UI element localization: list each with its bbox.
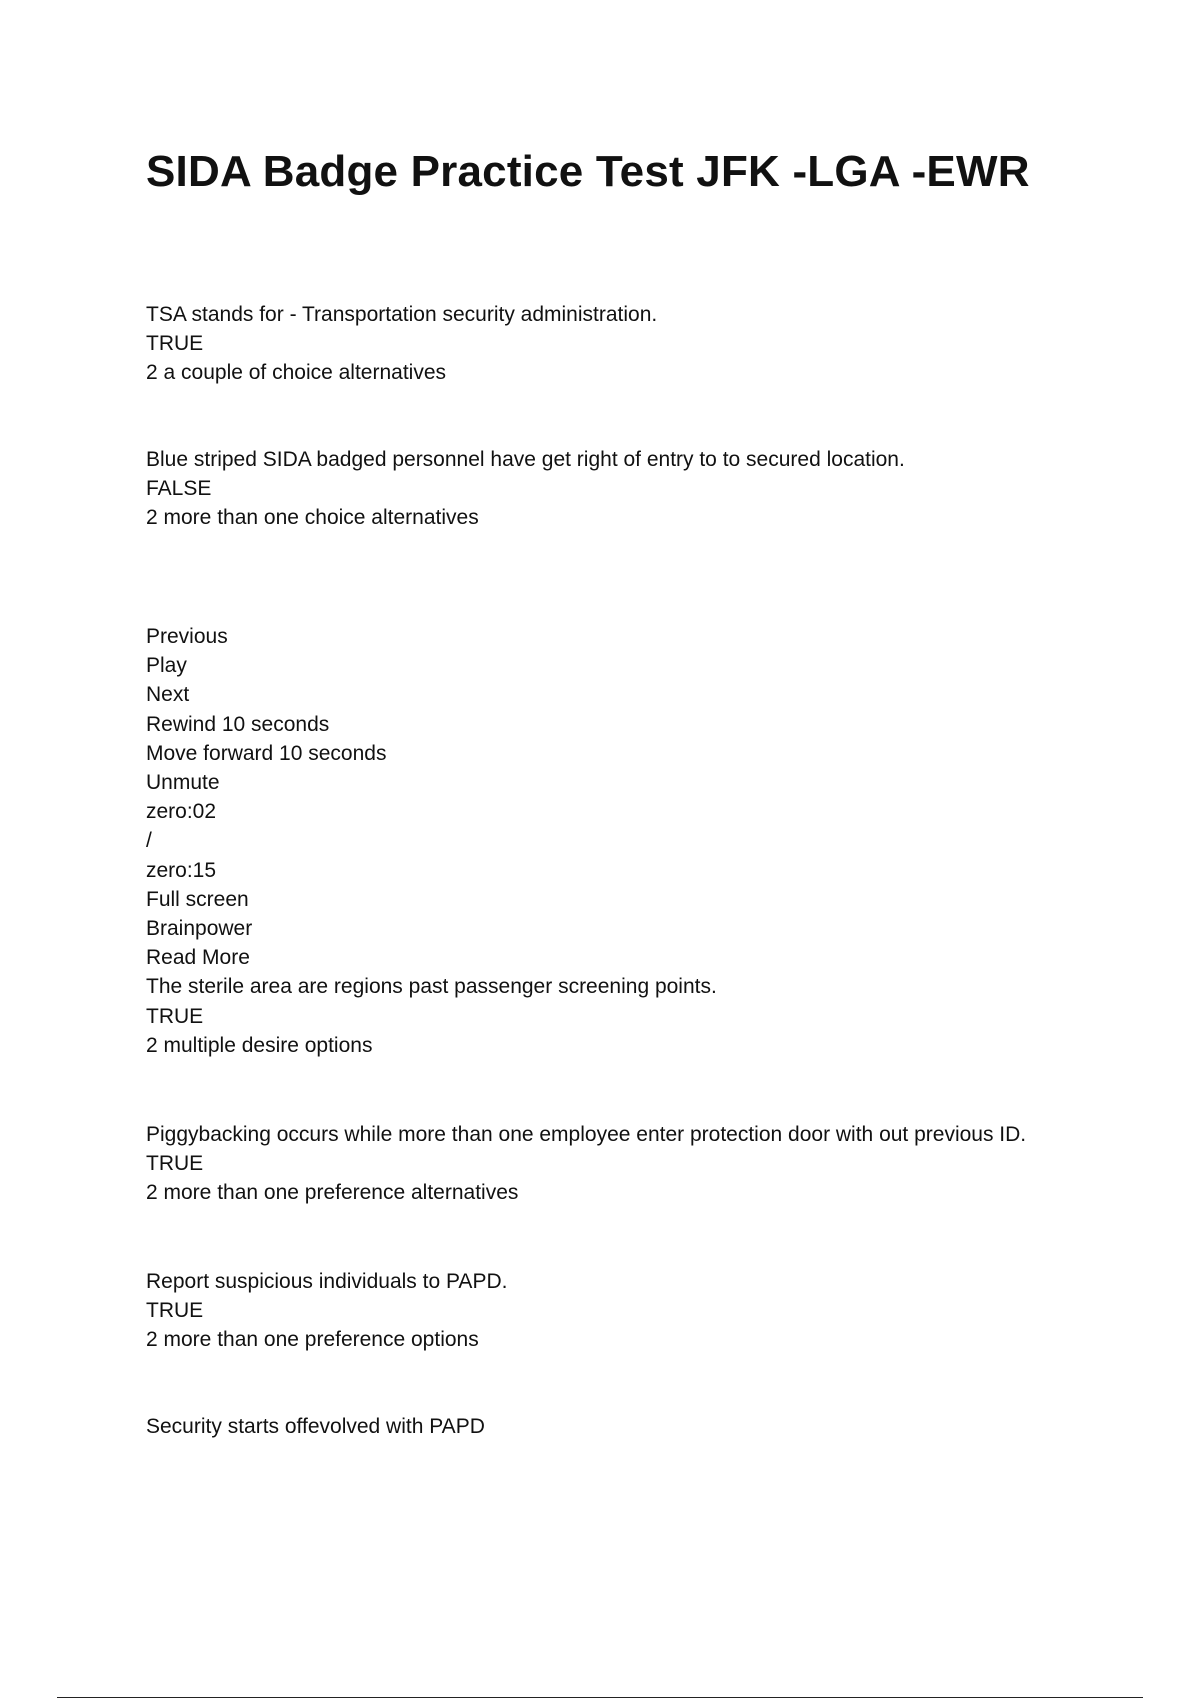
- fullscreen-button[interactable]: Full screen: [146, 887, 249, 911]
- question-text: TSA stands for - Transportation security administration.: [146, 303, 658, 326]
- previous-button[interactable]: Previous: [146, 625, 228, 648]
- read-more-link[interactable]: Read More: [146, 946, 250, 970]
- question-note: 2 multiple desire options: [146, 1033, 373, 1057]
- question-block-1: [146, 300, 657, 388]
- question-text: The sterile area are regions past passenger screening points.: [146, 975, 717, 999]
- player-brand: Brainpower: [146, 917, 253, 941]
- answer-text: TRUE: [146, 1004, 204, 1028]
- question-note: 2 more than one preference options: [146, 1328, 479, 1352]
- question-text: Piggybacking occurs while more than one employee enter protection door with out previous ID.: [146, 1123, 1027, 1146]
- play-button[interactable]: Play: [146, 654, 187, 678]
- question-block-2: [146, 445, 905, 533]
- question-note: 2 a couple of choice alternatives: [146, 361, 447, 385]
- answer-text: TRUE: [146, 1299, 204, 1323]
- video-player-controls: [146, 622, 717, 1060]
- question-note: 2 more than one choice alternatives: [146, 506, 479, 530]
- next-button[interactable]: Next: [146, 683, 190, 707]
- question-text: Security starts offevolved with PAPD: [146, 1415, 485, 1438]
- answer-text: TRUE: [146, 332, 204, 356]
- answer-text: FALSE: [146, 477, 212, 501]
- question-text: Blue striped SIDA badged personnel have get right of entry to to secured location.: [146, 448, 905, 471]
- page-title: SIDA Badge Practice Test JFK -LGA -EWR: [146, 147, 1030, 196]
- time-separator: /: [146, 829, 152, 853]
- rewind-button[interactable]: Rewind 10 seconds: [146, 712, 330, 736]
- answer-text: TRUE: [146, 1152, 204, 1176]
- footer-divider: [57, 1697, 1143, 1698]
- question-block-6: [146, 1412, 485, 1441]
- forward-button[interactable]: Move forward 10 seconds: [146, 741, 387, 765]
- current-time: zero:02: [146, 800, 217, 824]
- question-text: Report suspicious individuals to PAPD.: [146, 1270, 508, 1293]
- question-block-5: [146, 1267, 507, 1355]
- question-block-4: [146, 1120, 1026, 1208]
- question-note: 2 more than one preference alternatives: [146, 1181, 519, 1205]
- unmute-button[interactable]: Unmute: [146, 771, 220, 795]
- duration: zero:15: [146, 858, 217, 882]
